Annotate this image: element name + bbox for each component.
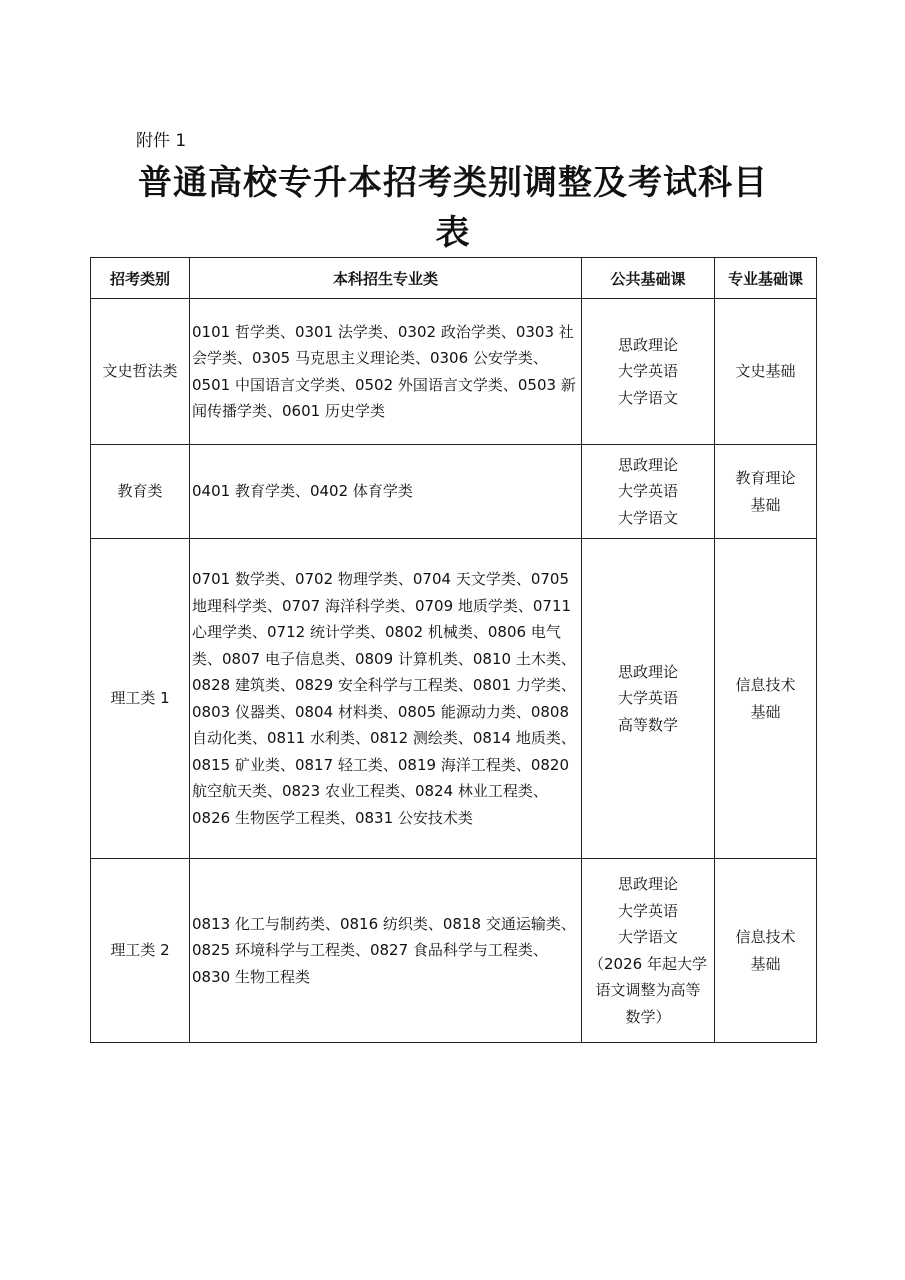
majors-cell: 0401 教育学类、0402 体育学类 [190,445,582,539]
public-course-note: 语文调整为高等 [595,981,701,999]
specialty-course: 基础 [750,954,781,973]
specialty-course: 教育理论 [735,469,796,487]
header-specialty-courses: 专业基础课 [715,258,817,299]
specialty-course: 基础 [750,495,781,514]
specialty-course: 基础 [750,702,781,721]
public-course: 思政理论 [617,455,678,474]
specialty-course: 文史基础 [735,362,796,381]
attachment-label: 附件 1 [136,131,187,151]
public-courses-cell [582,539,715,859]
header-majors: 本科招生专业类 [190,258,582,299]
public-course: 大学语文 [617,388,678,407]
header-public-courses: 公共基础课 [582,258,715,299]
category-cell: 文史哲法类 [91,299,190,445]
table-row [91,299,817,445]
title-line-1: 普通高校专升本招考类别调整及考试科目 [138,163,768,203]
public-course: 大学语文 [617,508,678,527]
title-line-2: 表 [435,213,471,253]
table-row [91,445,817,539]
specialty-courses-cell [715,299,817,445]
exam-subjects-table [90,257,817,1043]
table-row [91,859,817,1043]
specialty-course: 信息技术 [735,928,796,946]
majors-cell: 0101 哲学类、0301 法学类、0302 政治学类、0303 社会学类、0305 马克思主义理论类、0306 公安学类、0501 中国语言文学类、0502 外国语言文学类、0503 新闻传播学类、0601 历史学类 [190,299,582,445]
majors-cell: 0813 化工与制药类、0816 纺织类、0818 交通运输类、0825 环境科学与工程类、0827 食品科学与工程类、0830 生物工程类 [190,859,582,1043]
specialty-courses-cell [715,445,817,539]
category-cell: 理工类 2 [91,859,190,1043]
table-header-row [91,258,817,299]
public-course: 大学英语 [617,482,678,501]
category-cell: 教育类 [91,445,190,539]
public-courses-cell [582,445,715,539]
public-course-note: 数学） [625,1007,671,1026]
specialty-courses-cell [715,539,817,859]
table-row [91,539,817,859]
public-courses-cell [582,859,715,1043]
public-course-note: （2026 年起大学 [589,954,707,973]
public-course: 大学英语 [617,689,678,708]
majors-cell: 0701 数学类、0702 物理学类、0704 天文学类、0705 地理科学类、0707 海洋科学类、0709 地质学类、0711 心理学类、0712 统计学类、0802 机械类、0806 电气类、0807 电子信息类、0809 计算机类、0810 土木类、0828 建筑类、0829 安全科学与工程类、0801 力学类、0803 仪器类、0804 材料类、0805 能源动力类、0808 自动化类、0811 水利类、0812 测绘类、0814 地质类、0815 矿业类、0817 轻工类、0819 海洋工程类、0820 航空航天类、0823 农业工程类、0824 林业工程类、0826 生物医学工程类、0831 公安技术类 [190,539,582,859]
specialty-course: 信息技术 [735,676,796,694]
header-category: 招考类别 [91,258,190,299]
public-course: 思政理论 [617,662,678,681]
public-course: 高等数学 [617,715,678,734]
public-course: 大学语文 [617,928,678,946]
public-course: 思政理论 [617,335,678,354]
category-cell: 理工类 1 [91,539,190,859]
document-title [90,158,816,258]
specialty-courses-cell [715,859,817,1043]
public-course: 思政理论 [617,875,678,893]
public-courses-cell [582,299,715,445]
public-course: 大学英语 [617,901,678,920]
public-course: 大学英语 [617,362,678,381]
